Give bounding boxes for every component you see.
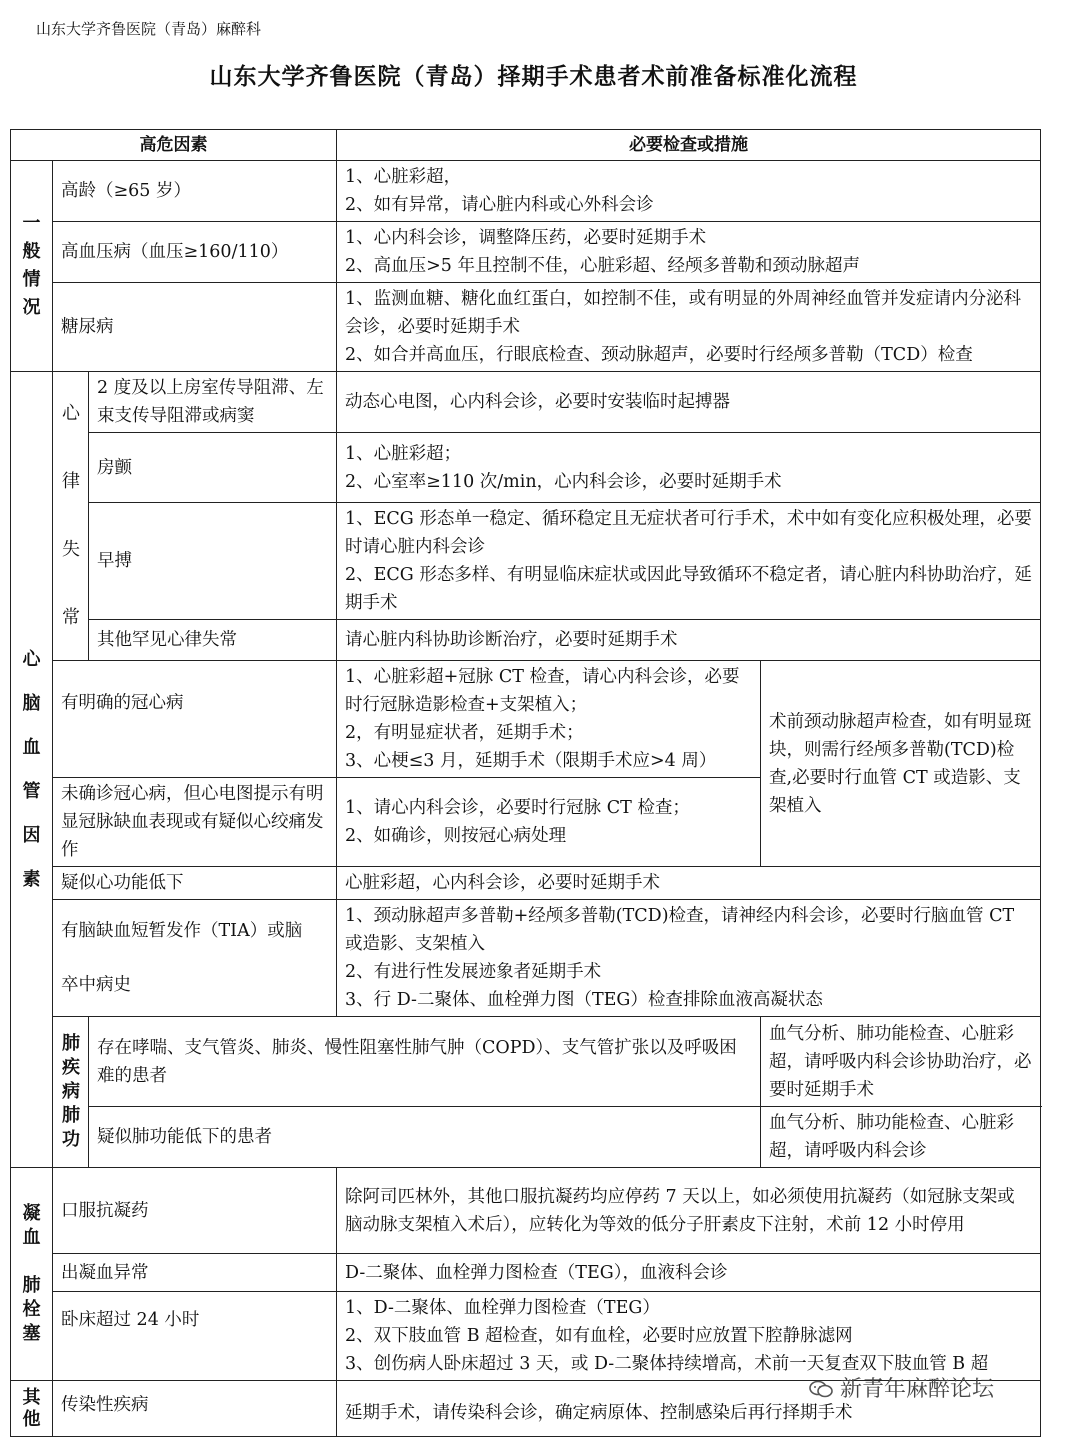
measures-suspected-cad: 1、请心内科会诊，必要时行冠脉 CT 检查； 2、如确诊，则按冠心病处理 bbox=[337, 778, 761, 867]
measures-other-arrhythmia: 请心脏内科协助诊断治疗，必要时延期手术 bbox=[337, 620, 1041, 661]
measures-cad: 1、心脏彩超+冠脉 CT 检查，请心内科会诊，必要时行冠脉造影检查+支架植入； 2，有明显症状者，延期手术； 3、心梗≤3 月，延期手术（限期手术应>4 周） bbox=[337, 661, 761, 778]
measures-bleeding: D-二聚体、血栓弹力图检查（TEG），血液科会诊 bbox=[337, 1254, 1041, 1292]
risk-cad: 有明确的冠心病 bbox=[53, 661, 337, 778]
measures-age: 1、心脏彩超， 2、如有异常，请心脏内科或心外科会诊 bbox=[337, 161, 1041, 222]
table-row bbox=[11, 867, 1041, 900]
category-lung: 肺疾病肺功 bbox=[53, 1017, 89, 1168]
header-risk: 高危因素 bbox=[11, 130, 337, 161]
table-row bbox=[11, 1254, 1041, 1292]
risk-bleeding: 出凝血异常 bbox=[53, 1254, 337, 1292]
preop-table bbox=[10, 129, 1041, 1437]
risk-hypertension: 高血压病（血压≥160/110） bbox=[53, 222, 337, 283]
measures-heart-failure: 心脏彩超，心内科会诊，必要时延期手术 bbox=[337, 867, 1041, 900]
table-row bbox=[11, 161, 1041, 222]
table-row bbox=[11, 1017, 1041, 1107]
category-other: 其他 bbox=[11, 1381, 53, 1437]
wechat-icon bbox=[808, 1379, 834, 1399]
table-row bbox=[11, 900, 1041, 1017]
risk-low-lung-function: 疑似肺功能低下的患者 bbox=[89, 1107, 761, 1168]
risk-age: 高龄（≥65 岁） bbox=[53, 161, 337, 222]
risk-premature-beats: 早搏 bbox=[89, 503, 337, 620]
measures-premature-beats: 1、ECG 形态单一稳定、循环稳定且无症状者可行手术，术中如有变化应积极处理，必要时请心脏内科会诊 2、ECG 形态多样、有明显临床症状或因此导致循环不稳定者，请心脏内科协助治疗，延期手术 bbox=[337, 503, 1041, 620]
table-row bbox=[11, 1107, 1041, 1168]
category-coagulation: 凝血 肺栓塞 bbox=[11, 1168, 53, 1381]
risk-copd: 存在哮喘、支气管炎、肺炎、慢性阻塞性肺气肿（COPD）、支气管扩张以及呼吸困难的患者 bbox=[89, 1017, 761, 1107]
measures-diabetes: 1、监测血糖、糖化血红蛋白，如控制不佳，或有明显的外周神经血管并发症请内分泌科会诊，必要时延期手术 2、如合并高血压，行眼底检查、颈动脉超声，必要时行经颅多普勒（TCD）检查 bbox=[337, 283, 1041, 372]
category-general: 一般情况 bbox=[11, 161, 53, 372]
measures-copd: 血气分析、肺功能检查、心脏彩超，请呼吸内科会诊协助治疗，必要时延期手术 bbox=[761, 1017, 1041, 1107]
page-title: 山东大学齐鲁医院（青岛）择期手术患者术前准备标准化流程 bbox=[209, 63, 858, 90]
table-row bbox=[11, 1292, 1041, 1381]
measures-af: 1、心脏彩超； 2、心室率≥110 次/min，心内科会诊，必要时延期手术 bbox=[337, 433, 1041, 503]
risk-av-block: 2 度及以上房室传导阻滞、左束支传导阻滞或病窦 bbox=[89, 372, 337, 433]
measures-low-lung-function: 血气分析、肺功能检查、心脏彩超，请呼吸内科会诊 bbox=[761, 1107, 1041, 1168]
risk-tia: 有脑缺血短暂发作（TIA）或脑 卒中病史 bbox=[53, 900, 337, 1017]
risk-bedrest: 卧床超过 24 小时 bbox=[53, 1292, 337, 1381]
risk-suspected-cad: 未确诊冠心病，但心电图提示有明显冠脉缺血表现或有疑似心绞痛发作 bbox=[53, 778, 337, 867]
table-header-row bbox=[11, 130, 1041, 161]
table-row bbox=[11, 661, 1041, 778]
risk-heart-failure: 疑似心功能低下 bbox=[53, 867, 337, 900]
subcategory-arrhythmia: 心律失常 bbox=[53, 372, 89, 661]
risk-anticoagulant: 口服抗凝药 bbox=[53, 1168, 337, 1254]
measures-av-block: 动态心电图，心内科会诊，必要时安装临时起搏器 bbox=[337, 372, 1041, 433]
category-cardio: 心脑血管因素 bbox=[11, 372, 53, 1168]
table-row bbox=[11, 503, 1041, 620]
measures-carotid: 术前颈动脉超声检查，如有明显斑块，则需行经颅多普勒(TCD)检查,必要时行血管 CT 或造影、支架植入 bbox=[761, 661, 1041, 867]
risk-infectious: 传染性疾病 bbox=[53, 1381, 337, 1437]
measures-tia: 1、颈动脉超声多普勒+经颅多普勒(TCD)检查，请神经内科会诊，必要时行脑血管 CT 或造影、支架植入 2、有进行性发展迹象者延期手术 3、行 D-二聚体、血栓弹力图（TEG）检查排除血液高凝状态 bbox=[337, 900, 1041, 1017]
risk-af: 房颤 bbox=[89, 433, 337, 503]
measures-hypertension: 1、心内科会诊，调整降压药，必要时延期手术 2、高血压>5 年且控制不佳，心脏彩超、经颅多普勒和颈动脉超声 bbox=[337, 222, 1041, 283]
table-row bbox=[11, 283, 1041, 372]
risk-other-arrhythmia: 其他罕见心律失常 bbox=[89, 620, 337, 661]
header-measures: 必要检查或措施 bbox=[337, 130, 1041, 161]
measures-anticoagulant: 除阿司匹林外，其他口服抗凝药均应停药 7 天以上，如必须使用抗凝药（如冠脉支架或脑动脉支架植入术后），应转化为等效的低分子肝素皮下注射，术前 12 小时停用 bbox=[337, 1168, 1041, 1254]
measures-bedrest: 1、D-二聚体、血栓弹力图检查（TEG） 2、双下肢血管 B 超检查，如有血栓，必要时应放置下腔静脉滤网 3、创伤病人卧床超过 3 天，或 D-二聚体持续增高，术前一天复查双下肢血管 B 超 bbox=[337, 1292, 1041, 1381]
table-row bbox=[11, 222, 1041, 283]
table-row bbox=[11, 620, 1041, 661]
watermark-text: 新青年麻醉论坛 bbox=[840, 1377, 995, 1402]
table-row bbox=[11, 372, 1041, 433]
measures-infectious: 延期手术，请传染科会诊，确定病原体、控制感染后再行择期手术 bbox=[337, 1381, 1041, 1437]
table-row bbox=[11, 433, 1041, 503]
risk-diabetes: 糖尿病 bbox=[53, 283, 337, 372]
watermark bbox=[808, 1372, 994, 1403]
page-header: 山东大学齐鲁医院（青岛）麻醉科 bbox=[36, 20, 262, 38]
table-row bbox=[11, 1168, 1041, 1254]
